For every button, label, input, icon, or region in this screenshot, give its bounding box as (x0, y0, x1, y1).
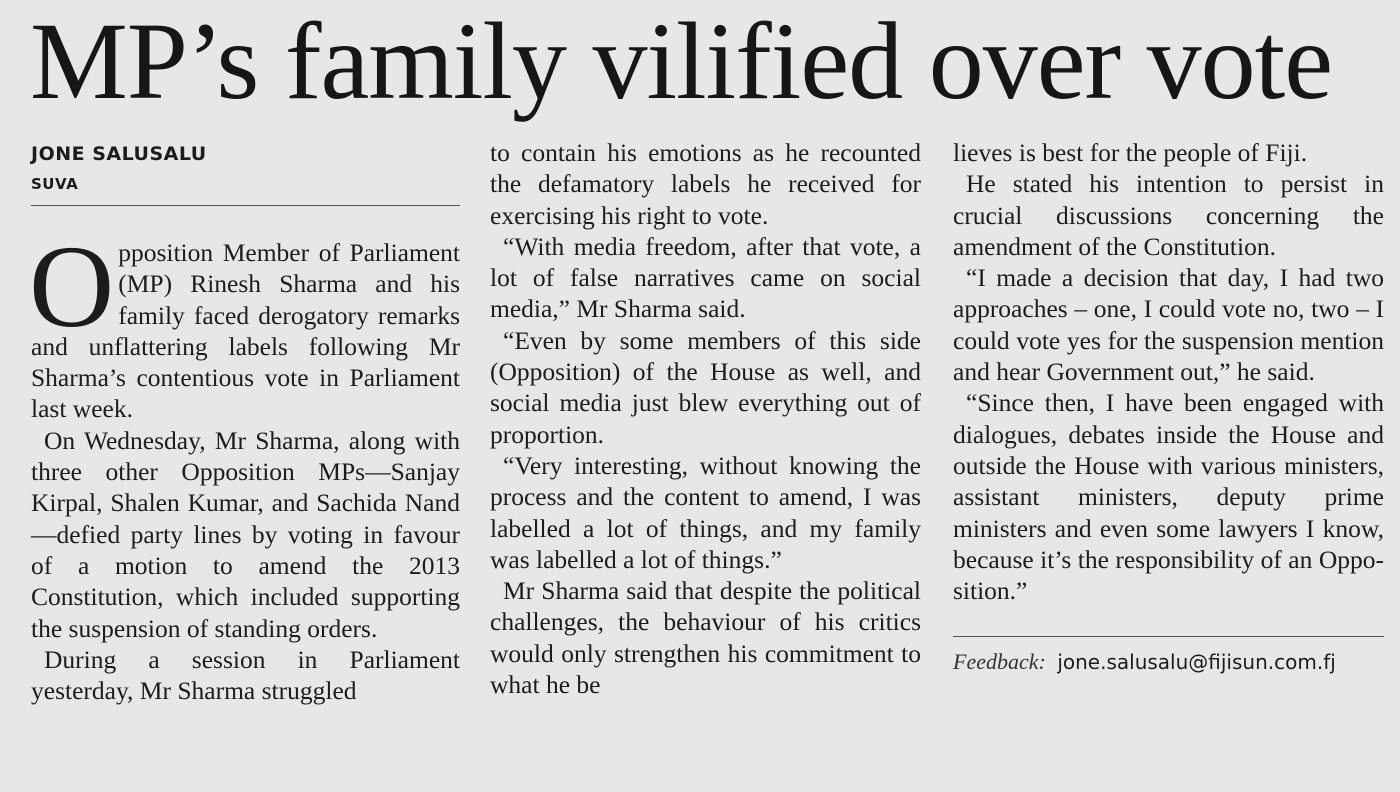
headline: MP’s family vilified over vote (30, 0, 1333, 122)
drop-cap: O (29, 221, 115, 352)
lead-paragraph (29, 221, 460, 425)
article-paragraph: to contain his emotions as he recounted the defamatory labels he received for exercising his right to vote. (490, 138, 921, 230)
article-paragraph: “Even by some members of this side (Opposition) of the House as well, and social media just blew everything out of proportion. (490, 325, 921, 449)
article-paragraph: “I made a decision that day, I had two approaches – one, I could vote no, two – I could vote yes for the suspension mention and hear Government out,” he said. (953, 263, 1384, 387)
byline-author: JONE SALUSALU (31, 143, 207, 165)
byline-location: SUVA (31, 175, 79, 193)
article-paragraph: During a session in Parliament yesterday, Mr Sharma struggled (31, 644, 460, 706)
feedback-email: jone.salusalu@fijisun.com.fj (1057, 650, 1336, 675)
lead-paragraph-text: pposition Member of Parliament (MP) Rinesh Sharma and his family faced derogatory remarks and unflattering labels following Mr Sharma’s contentious vote in Parliament last week. (31, 238, 460, 424)
article-paragraph: On Wednesday, Mr Sharma, along with three other Opposition MPs—Sanjay Kirpal, Shalen Kumar, and Sachida Nand—defied party lines by voting in favour of a motion to amend the 2013 Constitution, which included supporting the suspension of standing orders. (31, 425, 460, 643)
article-column-1 (31, 137, 460, 706)
feedback-line (953, 647, 1384, 677)
article-paragraph: He stated his intention to persist in crucial discussions concerning the amendment of the Constitution. (953, 169, 1384, 261)
article-column-2 (490, 137, 921, 700)
feedback-label: Feedback: (953, 649, 1046, 675)
article-paragraph: Mr Sharma said that despite the political challenges, the behaviour of his critics would only strengthen his commitment to what he be (490, 576, 921, 700)
article-paragraph: “With media freedom, after that vote, a lot of false narratives came on social media,” Mr Sharma said. (490, 231, 921, 324)
byline-divider (31, 205, 460, 206)
article-column-3 (953, 137, 1384, 677)
feedback-divider (953, 636, 1384, 637)
article-paragraph: “Since then, I have been engaged with dialogues, debates inside the House and outside the House with various ministers, assistant ministers, deputy prime ministers and even some lawyers I know, because it’s the responsibility of an Opposition.” (953, 388, 1384, 606)
article-paragraph: “Very interesting, without knowing the process and the content to amend, I was labelled a lot of things, and my family was labelled a lot of things.” (490, 450, 921, 574)
article-paragraph: lieves is best for the people of Fiji. (953, 138, 1308, 167)
